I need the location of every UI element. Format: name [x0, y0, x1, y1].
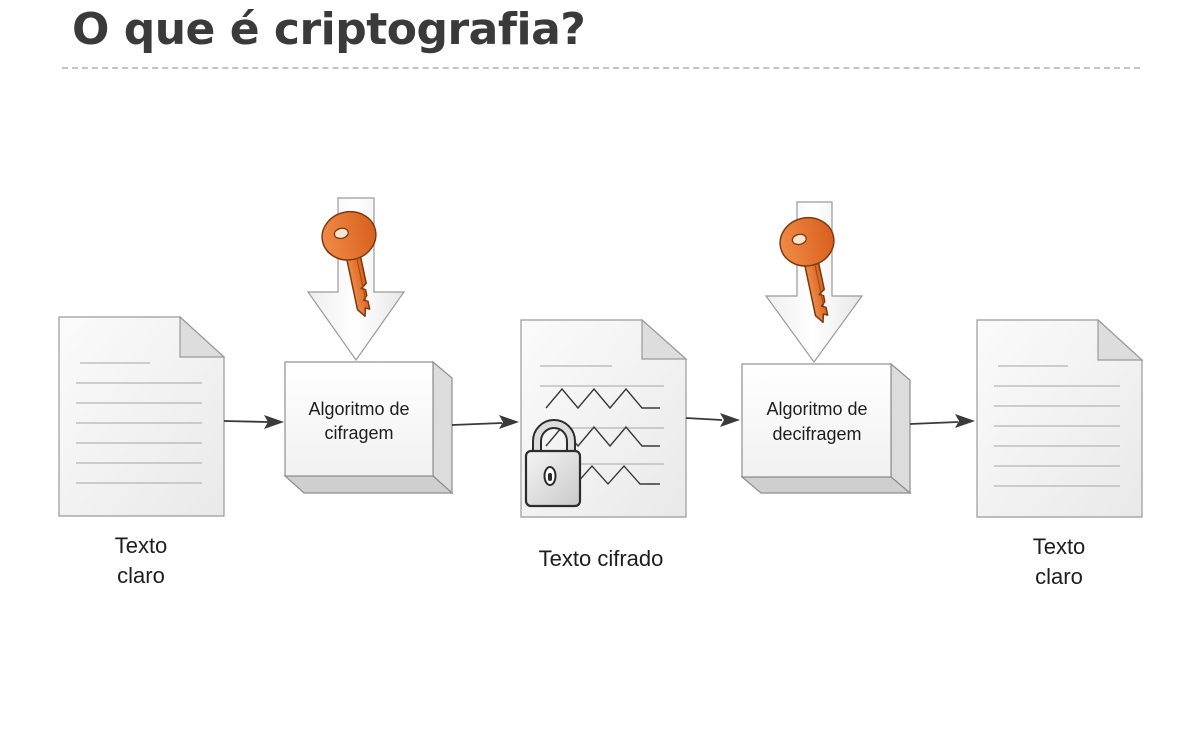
decryption-label-line1: Algoritmo de	[766, 399, 868, 419]
document-fold	[180, 317, 224, 357]
arrow-icon	[720, 413, 740, 427]
document-fold	[642, 320, 686, 359]
decryption-label-line2: decifragem	[772, 424, 862, 444]
flow-arrow-1	[224, 415, 284, 429]
encryption-algorithm-box	[285, 362, 452, 493]
encryption-label-line2: cifragem	[324, 423, 394, 443]
ciphertext-label: Texto cifrado	[538, 546, 664, 571]
document-fold	[1098, 320, 1142, 360]
plaintext-output-document	[977, 320, 1142, 517]
box-side	[433, 362, 452, 493]
box-bottom	[742, 477, 910, 493]
plaintext-output-label-line2: claro	[1035, 564, 1083, 589]
plaintext-input-label-line2: claro	[117, 563, 165, 588]
flow-arrow-3	[686, 413, 740, 427]
arrow-icon	[955, 414, 975, 428]
box-side	[891, 364, 910, 493]
plaintext-output-label-line1: Texto	[1032, 534, 1086, 559]
encryption-label-line1: Algoritmo de	[308, 399, 410, 419]
box-bottom	[285, 476, 452, 493]
plaintext-input-document	[59, 317, 224, 516]
decryption-algorithm-box	[742, 364, 910, 493]
flow-arrow-4	[910, 414, 975, 428]
plaintext-input-label-line1: Texto	[114, 533, 168, 558]
arrow-icon	[499, 415, 519, 429]
slide-title: O que é criptografia?	[72, 4, 586, 55]
box-front	[285, 362, 433, 476]
box-front	[742, 364, 891, 477]
flow-arrow-2	[452, 415, 519, 429]
